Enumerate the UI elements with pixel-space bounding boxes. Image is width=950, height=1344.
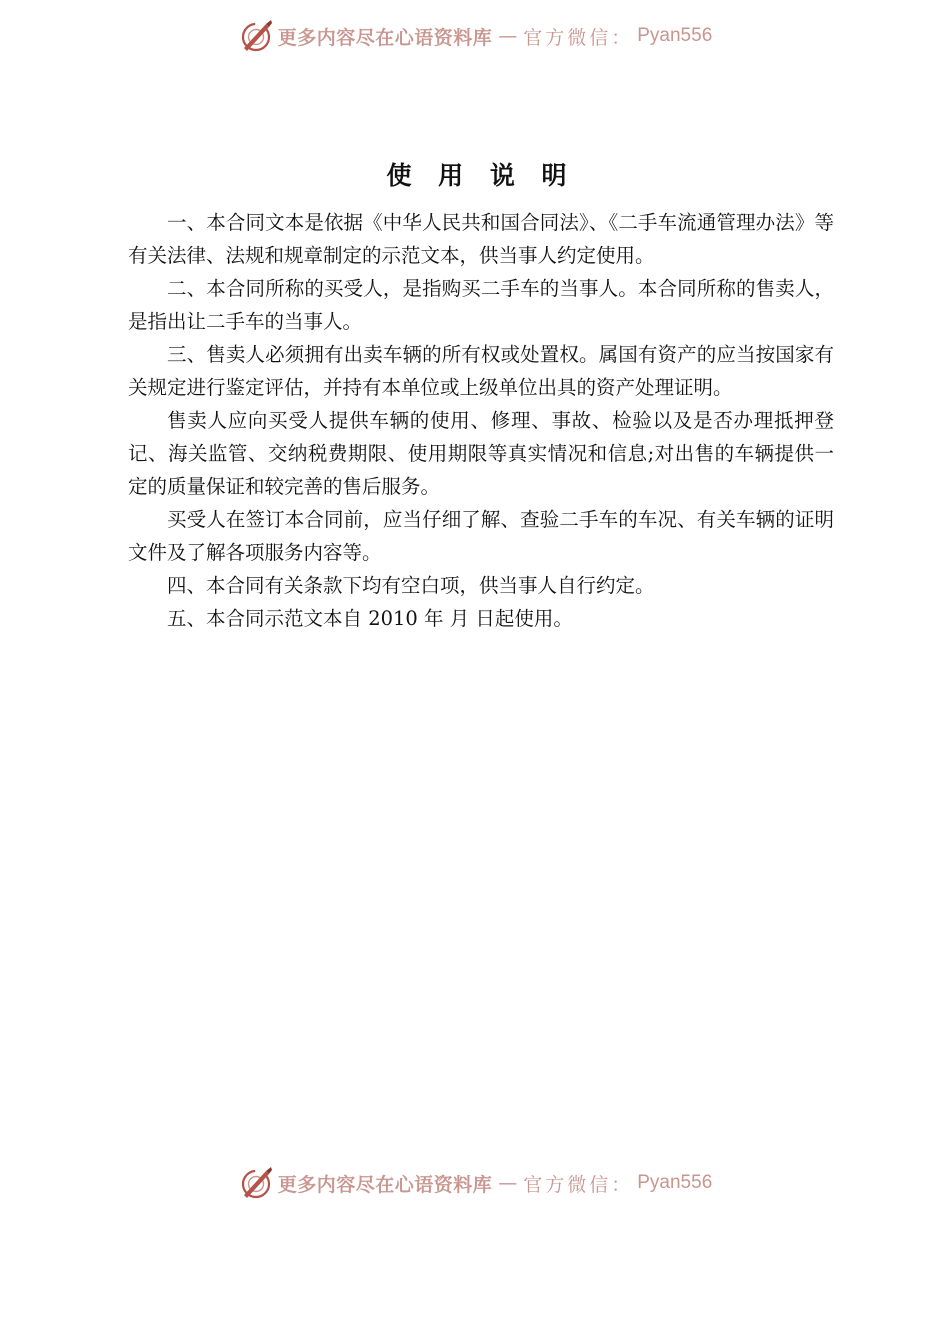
header-banner	[0, 16, 950, 56]
paragraph-1: 一、本合同文本是依据《中华人民共和国合同法》、《二手车流通管理办法》等有关法律、法规和规章制定的示范文本，供当事人约定使用。	[128, 211, 834, 267]
footer-banner	[0, 1163, 950, 1203]
paragraph-4: 售卖人应向买受人提供车辆的使用、修理、事故、检验以及是否办理抵押登记、海关监管、交纳税费期限、使用期限等真实情况和信息;对出售的车辆提供一定的质量保证和较完善的售后服务。	[128, 409, 834, 498]
banner-site-text: 更多内容尽在心语资料库	[277, 1173, 493, 1196]
paragraph-6: 四、本合同有关条款下均有空白项，供当事人自行约定。	[167, 574, 655, 597]
banner-site-text: 更多内容尽在心语资料库	[277, 26, 493, 49]
pen-seal-logo-icon	[238, 18, 274, 54]
pen-seal-logo-icon	[238, 1165, 274, 1201]
banner-official-label: 官方微信：	[523, 26, 634, 49]
banner-wechat-id: Pyan556	[637, 1172, 713, 1193]
paragraph-7: 五、本合同示范文本自 2010 年 月 日起使用。	[167, 607, 573, 630]
banner-separator: —	[498, 25, 518, 47]
document-title: 使 用 说 明	[386, 161, 576, 190]
paragraph-3: 三、售卖人必须拥有出卖车辆的所有权或处置权。属国有资产的应当按国家有关规定进行鉴定评估，并持有本单位或上级单位出具的资产处理证明。	[128, 343, 834, 399]
paragraph-2: 二、本合同所称的买受人，是指购买二手车的当事人。本合同所称的售卖人，是指出让二手车的当事人。	[128, 277, 834, 333]
banner-wechat-id: Pyan556	[637, 25, 713, 46]
banner-separator: —	[498, 1172, 518, 1194]
paragraph-5: 买受人在签订本合同前，应当仔细了解、查验二手车的车况、有关车辆的证明文件及了解各项服务内容等。	[128, 508, 834, 564]
document-body	[128, 156, 834, 635]
banner-official-label: 官方微信：	[523, 1173, 634, 1196]
